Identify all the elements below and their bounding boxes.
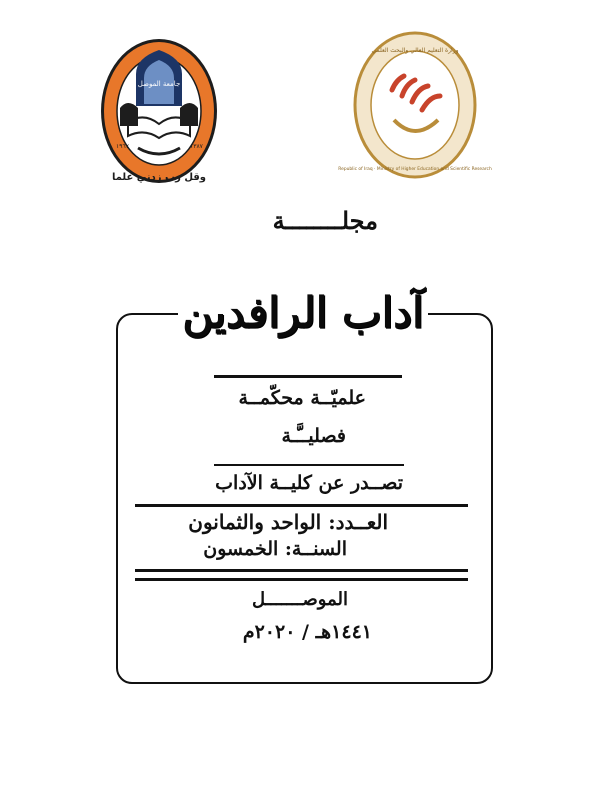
city-line: الموصـــــــل (251, 589, 348, 610)
logo-year-right: ١٣٨٧ (190, 143, 203, 150)
date-line: ١٤٤١هـ / ٢٠٢٠م (242, 621, 372, 643)
university-of-mosul-logo (98, 36, 220, 186)
journal-title-banner (178, 279, 428, 345)
magazine-label-block (0, 204, 600, 248)
magazine-label: مجلــــــــة (272, 206, 378, 235)
divider-publisher-lower (135, 504, 468, 507)
logo-university-name: جامعة الموصل (137, 80, 181, 88)
volume-year-line: السنــة: الخمسون (203, 538, 347, 560)
divider-top (214, 375, 402, 378)
seal-english-text: Republic of Iraq · Ministry of Higher Education and Scientific Research (338, 167, 492, 172)
logo-motto-text: وقل رب زدني علما (111, 172, 207, 183)
ministry-of-higher-education-seal (338, 30, 492, 180)
publisher-line: تصــدر عن كليــة الآداب (215, 472, 403, 494)
peer-reviewed-line: علميّــة محكّمــة (238, 387, 366, 409)
issue-number-line: العــدد: الواحد والثمانون (188, 510, 388, 534)
divider-bottom-1 (135, 569, 468, 572)
seal-arabic-text: وزارة التعليم العالي والبحث العلمي (371, 47, 459, 54)
divider-bottom-2 (135, 578, 468, 581)
logo-year-left: ١٩٦٧ (116, 143, 129, 150)
quarterly-line: فصليــَّـة (281, 425, 346, 447)
journal-title: آداب الرافدين (182, 287, 424, 337)
divider-publisher-upper (214, 464, 404, 466)
